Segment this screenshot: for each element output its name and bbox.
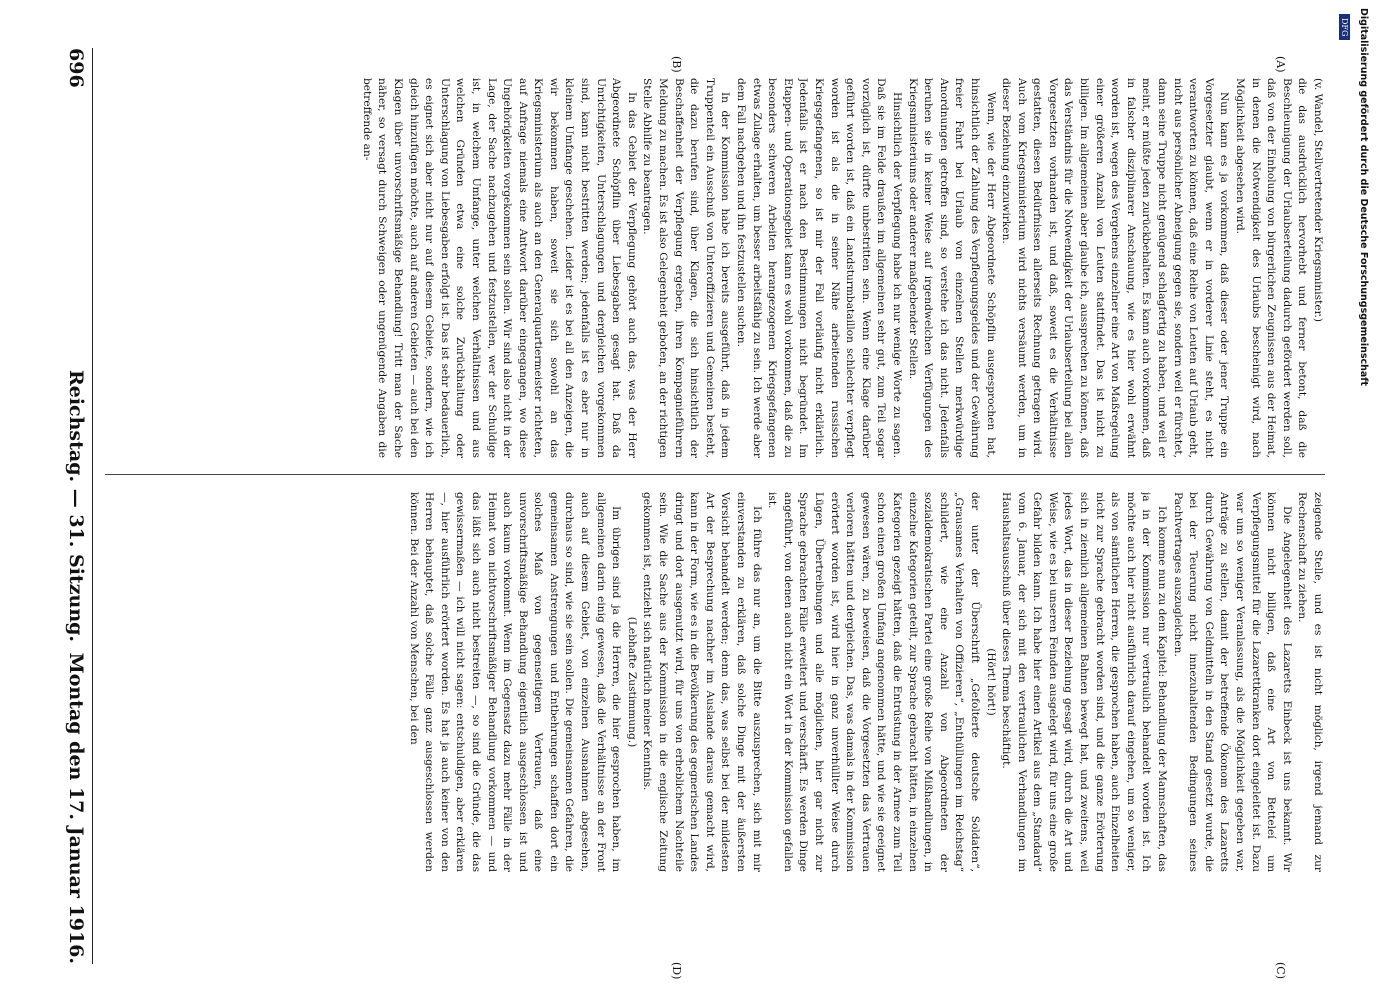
paragraph: der unter der Überschrift „Gefolterte deutsche Soldaten“, „Grausames Verhalten von Offizieren“, „Enthüllungen im Reichstag“ schildert, wie eine Anzahl von Abgeordneten der sozialdemokratischen Partei eine große Reihe von Mißhandlungen, in einzelne Kategorien geteilt, zur Sprache gebracht hätten, in einzelnen Kategorien gezeigt hätten, daß die Entrüstung in der Armee zum Teil schon einen großen Umfang angenommen hätte, und wie sie geeignet gewesen wären, zu beweisen, daß die Vorgesetzten das Vertrauen verloren hätten und dergleichen. Das, was damals in der Kommission erörtert worden ist, wird hier in ganz unverhüllter Weise durch Lügen, Übertreibungen und alle möglichen, hier gar nicht zur Sprache gebrachten Fälle erweitert und verschärft. Es werden Dinge angeführt, von denen auch nicht ein Wort in der Kommission gefallen ist. xyxy=(766,492,981,872)
paragraph: In der Kommission habe ich bereits ausgeführt, daß in jedem Truppenteil ein Ausschuß von Unteroffizieren und Gemeinen besteht, die dazu berufen sind, über Klagen, die sich hinsichtlich der Beschaffenheit der Verpflegung ergeben, ihren Kompagnieführern Meldung zu machen. Es ist also Gelegenheit geboten, an der richtigen Stelle Abhilfe zu beantragen. xyxy=(641,78,732,458)
speaker-line: (v. Wandel, Stellvertretender Kriegsminister.) xyxy=(1312,78,1324,323)
interjection: (Lebhafte Zustimmung.) xyxy=(625,616,638,748)
margin-mark-b: (B) xyxy=(670,56,683,73)
paragraph: Nun kann es ja vorkommen, daß dieser oder jener Truppe ein Vorgesetzter glaubt, wenn er in vorderer Linie steht, es nicht verantworten zu können, daß eine Reihe von Leuten auf Urlaub geht, nicht aus persönlicher Abneigung gegen sie, sondern weil er fürchtet, dann seine Truppe nicht genügend schlagfertig zu haben, und weil er meint, er müßte jeden zurückbehalten. Es kann auch vorkommen, daß in falscher disziplinarer Anschauung, wie es hier wohl erwähnt worden ist, wegen des Vergehens einzelner eine Art von Maßregelung einer größeren Anzahl von Leuten stattfindet. Das ist nicht zu billigen. Im allgemeinen aber glaube ich, aussprechen zu können, daß das Verständnis für die Notwendigkeit der Urlaubserteilung bei allen Vorgesetzten vorhanden ist, und daß, soweit es die Verhältnisse gestatten, diesen Bedürfnissen allerseits Rechnung getragen wird. Auch vom Kriegsministerium wird nichts versäumt werden, um in dieser Beziehung einzuwirken. xyxy=(1000,78,1231,458)
paragraph: Hinsichtlich der Verpflegung habe ich nur wenige Worte zu sagen. Daß sie im Felde draußen im allgemeinen sehr gut, zum Teil sogar vorzüglich ist, dürfte unbestritten sein. Wenn eine Klage darüber geführt worden ist, daß ein Landsturmbataillon schlechter verpflegt worden ist als die in seiner Nähe arbeitenden russischen Kriegsgefangenen, so ist mir der Fall vorläufig nicht erklärlich. Jedenfalls ist er nach den Bestimmungen nicht begründet. Im Etappen- und Operationsgebiet kann es wohl vorkommen, daß die zu besonders schweren Arbeiten herangezogenen Kriegsgefangenen etwas Zulage erhalten, um besser arbeitsfähig zu sein. Ich werde aber dem Fall nachgehen und ihn festzustellen suchen. xyxy=(735,78,903,458)
paragraph: In das Gebiet der Verpflegung gehört auch das, was der Herr Abgeordnete Schöpflin über Liebesgaben gesagt hat. Daß da Unrichtigkeiten, Unterschlagungen und dergleichen vorgekommen sind, kann nicht bestritten werden; jedenfalls ist es aber nur in kleinem Umfange geschehen. Leider ist es bei all den Anzeigen, die wir bekommen haben, soweit sie sich sowohl an das Kriegsministerium als auch an den Generalquartiermeister richteten, auf Anfrage niemals eine Antwort darüber eingegangen, wo diese Ungehörigkeiten vorgekommen sein sollen. Wir sind also nicht in der Lage, der Sache nachzugehen und festzustellen, wer der Schuldige ist, in welchem Umfange, unter welchen Verhältnissen und aus welchen Gründen etwa eine solche Zurückhaltung oder Unterschlagung von Liebesgaben erfolgt ist. Das ist sehr bedauerlich, es eignet sich aber nicht nur auf diesem Gebiete, sondern, wie ich gleich hinzufügen möchte, auch auf anderen Gebieten — auch bei den Klagen über unvorschriftsmäßige Behandlung! Tritt man der Sache näher, so versagt durch Schweigen oder ungenügende Angaben die betreffende an- xyxy=(360,78,638,458)
dfg-logo: DFG xyxy=(1339,14,1350,40)
margin-mark-a: (A) xyxy=(1274,56,1287,73)
paragraph: Wenn, wie der Herr Abgeordnete Schöpflin ausgesprochen hat, hinsichtlich der Zahlung des Verpflegungsgeldes und der Gewährung freier Fahrt bei Urlaub von einzelnen Stellen merkwürdige Anordnungen getroffen sind, so verstehe ich das nicht. Jedenfalls beruhen sie in keiner Weise auf irgendwelchen Verfügungen des Kriegsministeriums oder anderer maßgebender Stellen. xyxy=(906,78,997,458)
right-column xyxy=(105,492,1325,872)
margin-mark-d: (D) xyxy=(670,962,683,980)
margin-mark-c: (C) xyxy=(1274,962,1287,979)
column-divider xyxy=(105,474,1325,475)
paragraph: Ich komme nun zu dem Kapitel: Behandlung der Mannschaften, das ja in der Kommission nur vertraulich behandelt worden ist. Ich möchte auch hier nicht ausführlich darauf eingehen, um so weniger, als von sämtlichen Herren, die gesprochen haben, auch Einzelheiten nicht zur Sprache gebracht worden sind, und die ganze Erörterung sich in ziemlich allgemeinen Bahnen bewegt hat, und zweitens, weil jedes Wort, das in dieser Beziehung gesagt wird, durch die Art und Weise, wie es bei unseren Feinden ausgelegt wird, für uns eine große Gefahr bilden kann. Ich habe hier einen Artikel aus dem „Standard“ vom 6. Januar, der sich mit den vertraulichen Verhandlungen im Haushaltsausschuß über dieses Thema beschäftigt. xyxy=(1000,492,1169,872)
paragraph: Ich führe das nur an, um die Bitte auszusprechen, sich mit mir einverstanden zu erklären, daß solche Dinge mit der äußersten Vorsicht behandelt werden; denn das, was selbst bei der mildesten Art der Besprechung nachher im Auslande daraus gemacht wird, kann in der Form, wie es in die Bevölkerung des gegnerischen Landes dringt und dort ausgenutzt wird, für uns von erheblichem Nachteile sein. Wie die Sache aus der Kommission in die englische Zeitung gekommen ist, entzieht sich natürlich meiner Kenntnis. xyxy=(641,492,763,872)
interjection: (Hört! hört!) xyxy=(984,648,997,716)
header-rule xyxy=(92,48,93,964)
credit-text: Digitalisierung gefördert durch die Deutsche Forschungsgemeinschaft xyxy=(1358,8,1369,386)
page-header xyxy=(61,48,87,964)
paragraph: Die Angelegenheit des Lazaretts Einbeck ist uns bekannt. Wir können nicht billigen, daß eine Art von Betteleí um Verpflegungsmittel für die Lazarettkranken dort eingeleitet ist. Dazu war um so weniger Veranlassung, als die Möglichkeit gegeben war, Anträge zu stellen, damit der betreffende Ökonom des Lazaretts durch Gewährung von Geldmitteln in den Stand gesetzt wurde, die bei der Teuerung nicht innezuhaltenden Bedingungen seines Pachtvertrages auszugleichen. xyxy=(1171,492,1293,872)
paragraph: Im übrigen sind ja die Herren, die hier gesprochen haben, im allgemeinen darin einig gewesen, daß die Verhältnisse an der Front auch auf diesem Gebiet, von einzelnen Ausnahmen abgesehen, durchaus so sind, wie sie sein sollen. Die gemeinsamen Gefahren, die gemeinsamen Anstrengungen und Entbehrungen schaffen dort ein solches Maß von gegenseitigem Vertrauen, daß eine unvorschriftsmäßige Behandlung eigentlich ausgeschlossen ist und auch kaum vorkommt. Wenn im Gegensatz dazu mehr Fälle in der Heimat von nichtvorschriftsmäßiger Behandlung vorkommen — und das läßt sich auch nicht bestreiten —, so sind die Gründe, die das gewissermaßen — ich will nicht sagen: entschuldigen, aber erklären —, hier ausführlich erörtert worden. Es hat ja auch keiner von den Herren behauptet, daß solche Fälle ganz ausgeschlossen werden können. Bei der Anzahl von Menschen, bei den xyxy=(407,492,623,872)
paragraph: zeigende Stelle, und es ist nicht möglich, irgend jemand zur Rechenschaft zu ziehen. xyxy=(1296,492,1324,872)
page-number: 696 xyxy=(65,48,87,88)
left-column xyxy=(105,78,1325,458)
digitization-credit xyxy=(1338,8,1376,386)
paragraph: die das ausdrücklich hervorhebt und ferner betont, daß die Beschleunigung der Urlaubserteilung dadurch gefördert werden soll, daß von der Einholung von bürgerlichen Zeugnissen aus der Heimat, in denen die Notwendigkeit des Urlaubs bescheinigt wird, nach Möglichkeit abgesehen wird. xyxy=(1234,78,1309,458)
session-date: Montag den 17. Januar 1916. xyxy=(65,652,87,964)
session-title: Reichstag. — 31. Sitzung. xyxy=(65,369,87,643)
